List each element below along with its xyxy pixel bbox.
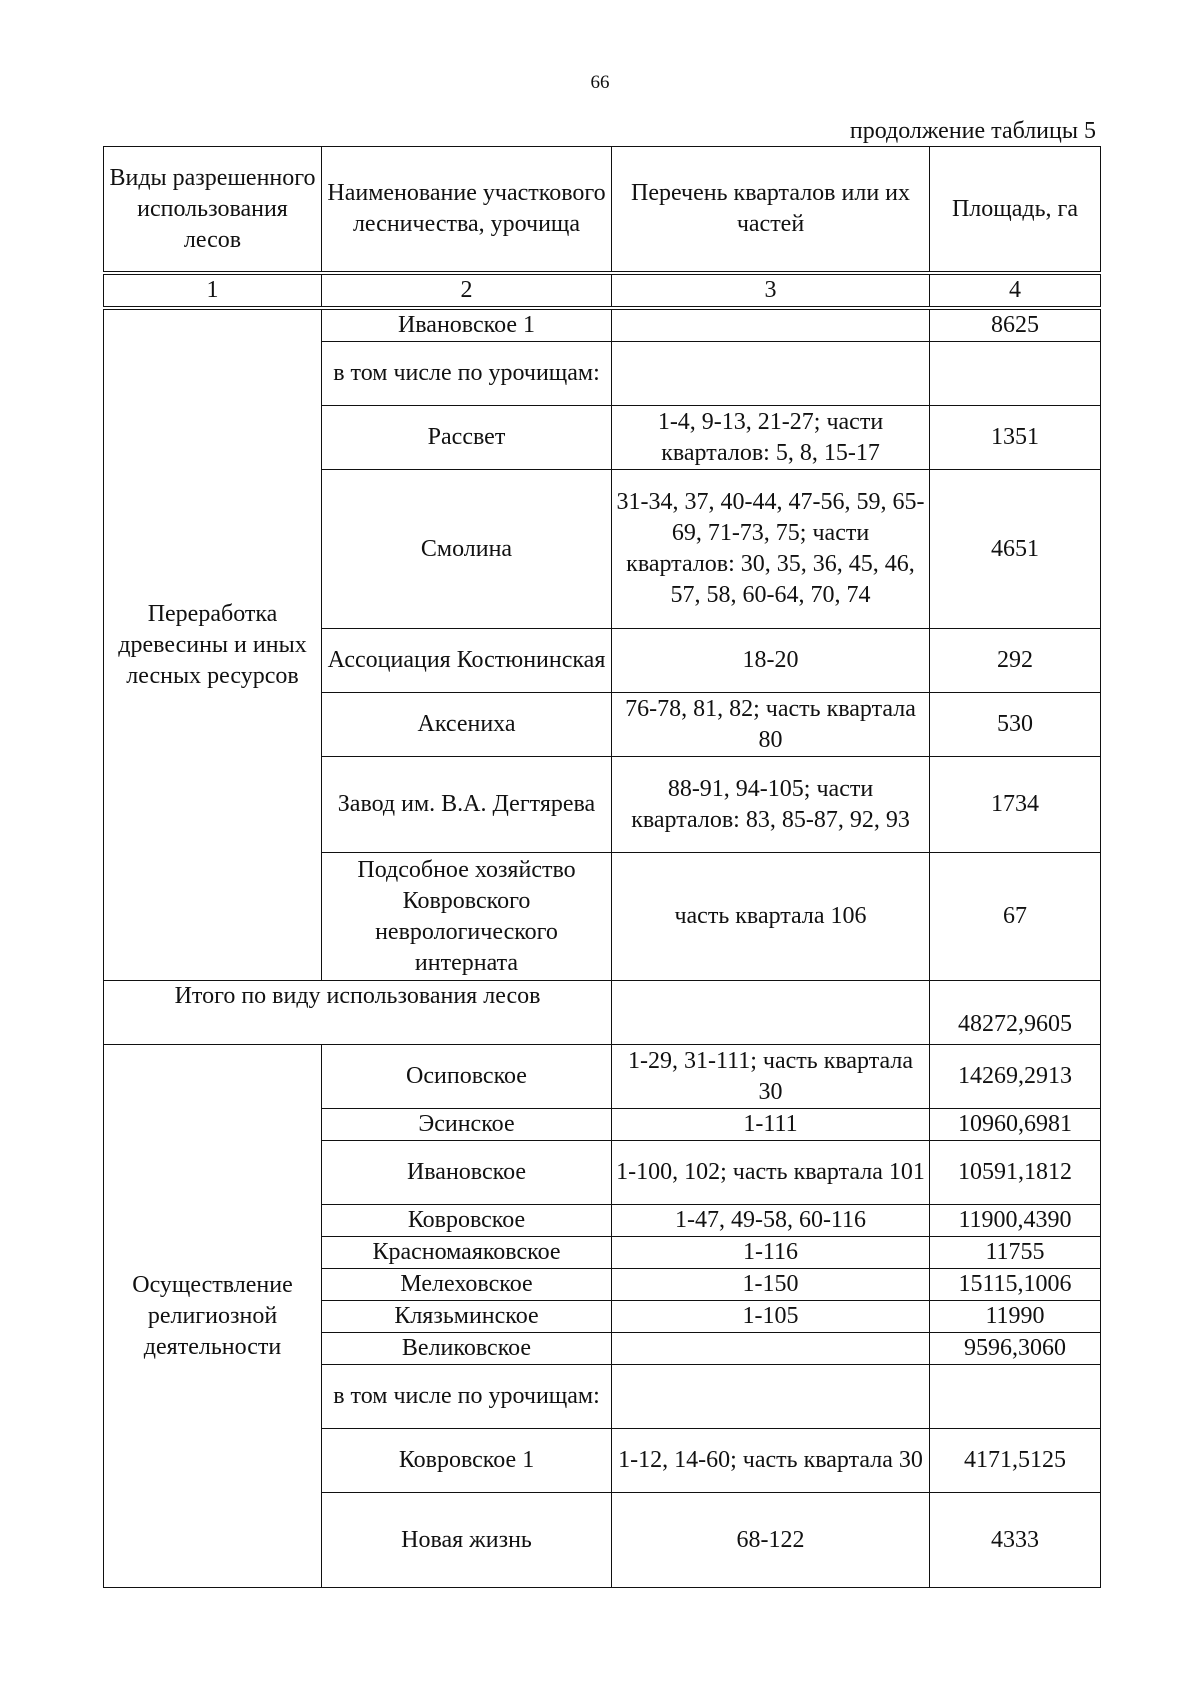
forestry-name-cell: Великовское — [322, 1333, 612, 1365]
area-cell: 11755 — [930, 1237, 1101, 1269]
quarters-cell — [612, 1333, 930, 1365]
category-cell: Осуществление религиозной деятельности — [104, 1045, 322, 1588]
forestry-name-cell: Ивановское — [322, 1141, 612, 1205]
quarters-cell: 1-47, 49-58, 60-116 — [612, 1205, 930, 1237]
table-continuation-caption: продолжение таблицы 5 — [849, 118, 1096, 144]
forestry-name-cell: Осиповское — [322, 1045, 612, 1109]
quarters-cell: 18-20 — [612, 629, 930, 693]
forestry-name-cell: Ковровское — [322, 1205, 612, 1237]
area-cell: 14269,2913 — [930, 1045, 1101, 1109]
forestry-name-cell: Смолина — [322, 470, 612, 629]
table-row — [104, 308, 1101, 342]
quarters-cell: 1-105 — [612, 1301, 930, 1333]
forestry-name-cell: Новая жизнь — [322, 1493, 612, 1588]
area-cell: 11990 — [930, 1301, 1101, 1333]
forestry-name-cell: Красномаяковское — [322, 1237, 612, 1269]
area-cell — [930, 1365, 1101, 1429]
forest-use-table — [103, 146, 1101, 1588]
area-cell: 4333 — [930, 1493, 1101, 1588]
quarters-cell: 1-4, 9-13, 21-27; части кварталов: 5, 8, 15-17 — [612, 406, 930, 470]
header-area: Площадь, га — [930, 147, 1101, 274]
column-number: 1 — [104, 273, 322, 308]
forestry-name-cell: Ковровское 1 — [322, 1429, 612, 1493]
forestry-name-cell: Аксениха — [322, 693, 612, 757]
column-number: 4 — [930, 273, 1101, 308]
quarters-cell: 76-78, 81, 82; часть квартала 80 — [612, 693, 930, 757]
total-quarters-cell — [612, 981, 930, 1045]
forestry-name-cell: Подсобное хозяйство Ковровского неврологического интерната — [322, 853, 612, 981]
area-cell: 292 — [930, 629, 1101, 693]
category-cell: Переработка древесины и иных лесных ресурсов — [104, 308, 322, 981]
area-cell: 67 — [930, 853, 1101, 981]
area-cell: 4171,5125 — [930, 1429, 1101, 1493]
column-number: 3 — [612, 273, 930, 308]
area-cell: 15115,1006 — [930, 1269, 1101, 1301]
forestry-name-cell: Ассоциация Костюнинская — [322, 629, 612, 693]
quarters-cell: 1-12, 14-60; часть квартала 30 — [612, 1429, 930, 1493]
total-label: Итого по виду использования лесов — [104, 981, 612, 1045]
column-number: 2 — [322, 273, 612, 308]
quarters-cell: 1-100, 102; часть квартала 101 — [612, 1141, 930, 1205]
header-quarters-list: Перечень кварталов или их частей — [612, 147, 930, 274]
quarters-cell: 31-34, 37, 40-44, 47-56, 59, 65-69, 71-73, 75; части кварталов: 30, 35, 36, 45, 46, 57, 58, 60-64, 70, 74 — [612, 470, 930, 629]
table-header-row — [104, 147, 1101, 274]
total-row — [104, 981, 1101, 1045]
header-forest-use-type: Виды разрешенного использования лесов — [104, 147, 322, 274]
total-area: 48272,9605 — [930, 981, 1101, 1045]
area-cell: 9596,3060 — [930, 1333, 1101, 1365]
header-forestry-name: Наименование участкового лесничества, урочища — [322, 147, 612, 274]
quarters-cell: 1-150 — [612, 1269, 930, 1301]
area-cell: 8625 — [930, 308, 1101, 342]
quarters-cell — [612, 342, 930, 406]
quarters-cell: 68-122 — [612, 1493, 930, 1588]
area-cell: 10591,1812 — [930, 1141, 1101, 1205]
quarters-cell — [612, 1365, 930, 1429]
quarters-cell: 1-116 — [612, 1237, 930, 1269]
quarters-cell: 88-91, 94-105; части кварталов: 83, 85-87, 92, 93 — [612, 757, 930, 853]
column-number-row — [104, 273, 1101, 308]
area-cell: 1351 — [930, 406, 1101, 470]
quarters-cell: часть квартала 106 — [612, 853, 930, 981]
forestry-name-cell: в том числе по урочищам: — [322, 1365, 612, 1429]
forestry-name-cell: в том числе по урочищам: — [322, 342, 612, 406]
forestry-name-cell: Мелеховское — [322, 1269, 612, 1301]
page-number: 66 — [590, 72, 610, 93]
forestry-name-cell: Эсинское — [322, 1109, 612, 1141]
quarters-cell: 1-29, 31-111; часть квартала 30 — [612, 1045, 930, 1109]
area-cell: 1734 — [930, 757, 1101, 853]
area-cell: 4651 — [930, 470, 1101, 629]
forestry-name-cell: Рассвет — [322, 406, 612, 470]
area-cell: 11900,4390 — [930, 1205, 1101, 1237]
table-row — [104, 1045, 1101, 1109]
area-cell: 10960,6981 — [930, 1109, 1101, 1141]
forestry-name-cell: Ивановское 1 — [322, 308, 612, 342]
forestry-name-cell: Клязьминское — [322, 1301, 612, 1333]
quarters-cell — [612, 308, 930, 342]
forestry-name-cell: Завод им. В.А. Дегтярева — [322, 757, 612, 853]
area-cell: 530 — [930, 693, 1101, 757]
area-cell — [930, 342, 1101, 406]
quarters-cell: 1-111 — [612, 1109, 930, 1141]
